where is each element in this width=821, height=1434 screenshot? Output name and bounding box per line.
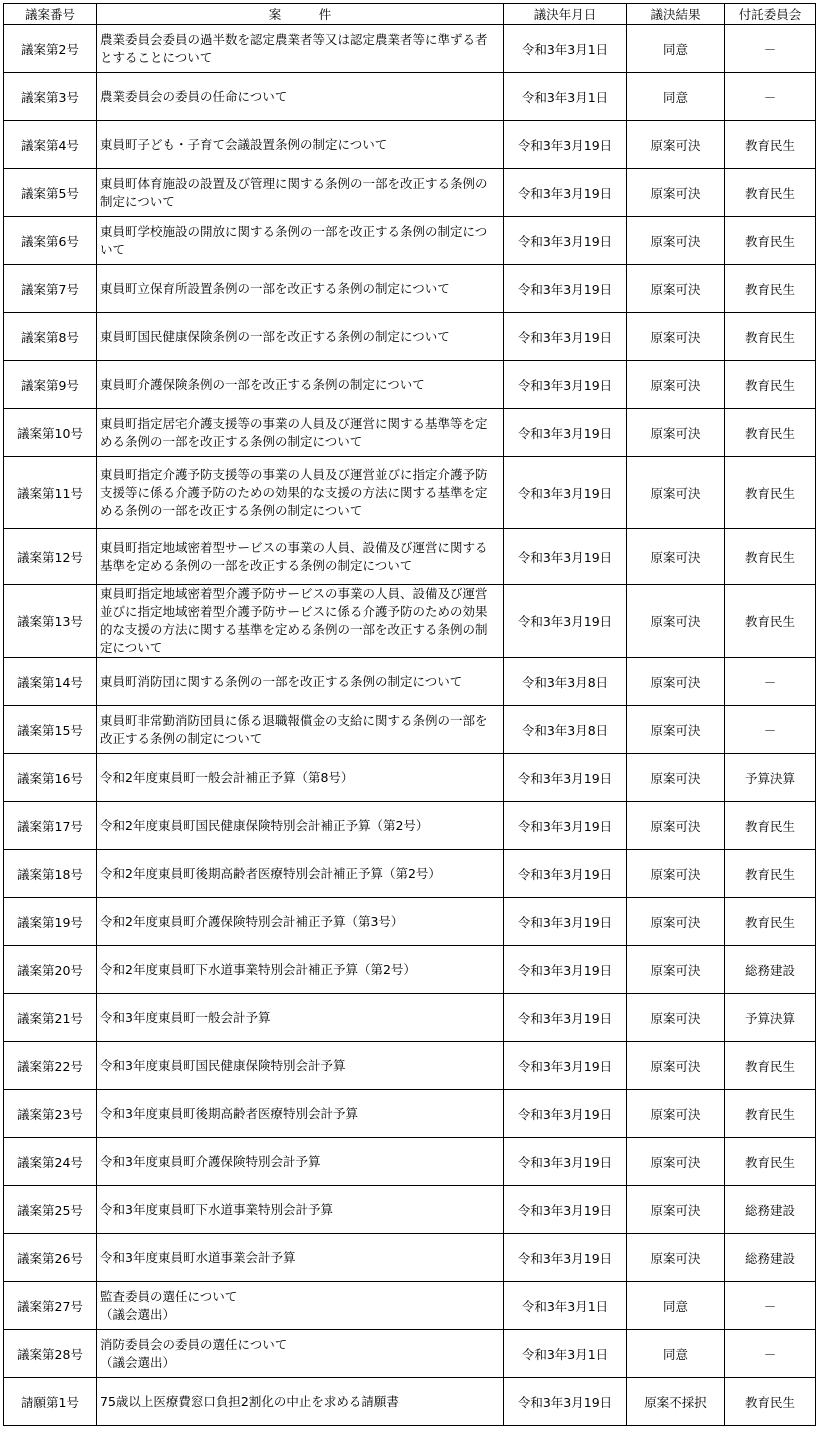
cell-result: 同意 xyxy=(627,25,725,73)
cell-title xyxy=(97,850,504,898)
cell-title-text: 東員町消防団に関する条例の一部を改正する条例の制定について xyxy=(100,673,463,689)
cell-number: 議案第7号 xyxy=(4,265,97,313)
cell-result: 原案可決 xyxy=(627,946,725,994)
cell-number: 議案第15号 xyxy=(4,706,97,754)
table-row xyxy=(4,313,816,361)
table-row xyxy=(4,1042,816,1090)
cell-committee: 教育民生 xyxy=(725,409,816,457)
header-date: 議決年月日 xyxy=(504,4,627,25)
table-row xyxy=(4,1234,816,1282)
cell-title-text: 令和3年度東員町後期高齢者医療特別会計予算 xyxy=(100,1105,358,1121)
cell-committee: 総務建設 xyxy=(725,1234,816,1282)
cell-title-text: 令和2年度東員町下水道事業特別会計補正予算（第2号） xyxy=(100,961,416,977)
cell-date: 令和3年3月8日 xyxy=(504,658,627,706)
cell-committee: 教育民生 xyxy=(725,585,816,658)
cell-title-text: 東員町介護保険条例の一部を改正する条例の制定について xyxy=(100,376,425,392)
cell-committee: 総務建設 xyxy=(725,1186,816,1234)
cell-number: 議案第10号 xyxy=(4,409,97,457)
cell-date: 令和3年3月19日 xyxy=(504,994,627,1042)
cell-title xyxy=(97,1042,504,1090)
cell-date: 令和3年3月19日 xyxy=(504,457,627,529)
cell-date: 令和3年3月1日 xyxy=(504,1330,627,1378)
cell-title-text: 令和3年度東員町国民健康保険特別会計予算 xyxy=(100,1057,346,1073)
cell-committee: 教育民生 xyxy=(725,529,816,585)
cell-result: 原案可決 xyxy=(627,658,725,706)
cell-committee: － xyxy=(725,1282,816,1330)
header-result: 議決結果 xyxy=(627,4,725,25)
cell-title xyxy=(97,265,504,313)
cell-date: 令和3年3月19日 xyxy=(504,946,627,994)
cell-result: 原案可決 xyxy=(627,1042,725,1090)
cell-title xyxy=(97,313,504,361)
cell-result: 原案可決 xyxy=(627,121,725,169)
cell-date: 令和3年3月19日 xyxy=(504,1042,627,1090)
table-row xyxy=(4,1378,816,1426)
cell-result: 同意 xyxy=(627,1330,725,1378)
cell-title-text: 東員町指定地域密着型介護予防サービスの事業の人員、設備及び運営並びに指定地域密着型介護予防サービスに係る介護予防のための効果的な支援の方法に関する基準を定める条例の一部を改正する条例の制定について xyxy=(100,586,488,655)
resolutions-table xyxy=(3,3,816,1426)
cell-result: 原案可決 xyxy=(627,1138,725,1186)
table-row xyxy=(4,802,816,850)
table-row xyxy=(4,946,816,994)
table-row xyxy=(4,25,816,73)
cell-number: 議案第18号 xyxy=(4,850,97,898)
cell-title xyxy=(97,658,504,706)
table-row xyxy=(4,1330,816,1378)
cell-title xyxy=(97,994,504,1042)
cell-committee: 教育民生 xyxy=(725,1042,816,1090)
table-row xyxy=(4,169,816,217)
cell-date: 令和3年3月19日 xyxy=(504,585,627,658)
cell-date: 令和3年3月19日 xyxy=(504,529,627,585)
cell-result: 原案可決 xyxy=(627,265,725,313)
cell-date: 令和3年3月19日 xyxy=(504,850,627,898)
cell-date: 令和3年3月19日 xyxy=(504,409,627,457)
cell-committee: 予算決算 xyxy=(725,754,816,802)
cell-committee: － xyxy=(725,1330,816,1378)
cell-title-subtext: （議会選出） xyxy=(100,1354,176,1370)
cell-number: 議案第11号 xyxy=(4,457,97,529)
cell-number: 議案第19号 xyxy=(4,898,97,946)
table-row xyxy=(4,994,816,1042)
cell-date: 令和3年3月19日 xyxy=(504,217,627,265)
table-row xyxy=(4,409,816,457)
cell-date: 令和3年3月19日 xyxy=(504,313,627,361)
cell-committee: 教育民生 xyxy=(725,313,816,361)
cell-date: 令和3年3月19日 xyxy=(504,1378,627,1426)
cell-result: 原案可決 xyxy=(627,706,725,754)
table-row xyxy=(4,1090,816,1138)
cell-date: 令和3年3月19日 xyxy=(504,898,627,946)
cell-committee: － xyxy=(725,25,816,73)
cell-date: 令和3年3月19日 xyxy=(504,754,627,802)
cell-title xyxy=(97,361,504,409)
table-row xyxy=(4,1138,816,1186)
cell-number: 議案第12号 xyxy=(4,529,97,585)
cell-title xyxy=(97,457,504,529)
cell-title-text: 令和2年度東員町一般会計補正予算（第8号） xyxy=(100,769,354,785)
cell-number: 議案第9号 xyxy=(4,361,97,409)
cell-date: 令和3年3月19日 xyxy=(504,121,627,169)
cell-number: 議案第23号 xyxy=(4,1090,97,1138)
cell-title-text: 東員町体育施設の設置及び管理に関する条例の一部を改正する条例の制定について xyxy=(100,175,488,209)
cell-title xyxy=(97,1330,504,1378)
cell-committee: 教育民生 xyxy=(725,850,816,898)
cell-committee: 教育民生 xyxy=(725,1090,816,1138)
cell-number: 議案第3号 xyxy=(4,73,97,121)
header-title: 案 件 xyxy=(97,4,504,25)
cell-number: 議案第16号 xyxy=(4,754,97,802)
cell-title xyxy=(97,898,504,946)
cell-committee: 教育民生 xyxy=(725,1378,816,1426)
cell-number: 議案第6号 xyxy=(4,217,97,265)
table-row xyxy=(4,529,816,585)
table-row xyxy=(4,1186,816,1234)
cell-result: 原案可決 xyxy=(627,585,725,658)
cell-number: 議案第17号 xyxy=(4,802,97,850)
cell-result: 原案可決 xyxy=(627,754,725,802)
cell-title xyxy=(97,25,504,73)
cell-title xyxy=(97,409,504,457)
cell-title xyxy=(97,529,504,585)
cell-title xyxy=(97,1282,504,1330)
cell-date: 令和3年3月19日 xyxy=(504,169,627,217)
cell-title-text: 東員町国民健康保険条例の一部を改正する条例の制定について xyxy=(100,328,450,344)
cell-title xyxy=(97,1138,504,1186)
cell-result: 原案可決 xyxy=(627,217,725,265)
cell-result: 原案可決 xyxy=(627,529,725,585)
table-row xyxy=(4,754,816,802)
cell-number: 議案第28号 xyxy=(4,1330,97,1378)
cell-title xyxy=(97,121,504,169)
cell-result: 同意 xyxy=(627,73,725,121)
cell-title-text: 令和2年度東員町後期高齢者医療特別会計補正予算（第2号） xyxy=(100,865,441,881)
cell-title xyxy=(97,73,504,121)
table-row xyxy=(4,706,816,754)
cell-result: 同意 xyxy=(627,1282,725,1330)
cell-number: 議案第8号 xyxy=(4,313,97,361)
cell-title-text: 75歳以上医療費窓口負担2割化の中止を求める請願書 xyxy=(100,1393,399,1409)
cell-title-text: 東員町子ども・子育て会議設置条例の制定について xyxy=(100,136,388,152)
cell-result: 原案可決 xyxy=(627,1234,725,1282)
cell-committee: 教育民生 xyxy=(725,265,816,313)
table-row xyxy=(4,457,816,529)
cell-committee: 予算決算 xyxy=(725,994,816,1042)
cell-committee: － xyxy=(725,658,816,706)
table-row xyxy=(4,121,816,169)
cell-number: 議案第27号 xyxy=(4,1282,97,1330)
cell-date: 令和3年3月8日 xyxy=(504,706,627,754)
cell-title xyxy=(97,1090,504,1138)
cell-committee: 教育民生 xyxy=(725,457,816,529)
cell-number: 請願第1号 xyxy=(4,1378,97,1426)
cell-title-text: 令和2年度東員町介護保険特別会計補正予算（第3号） xyxy=(100,913,404,929)
cell-number: 議案第5号 xyxy=(4,169,97,217)
cell-result: 原案可決 xyxy=(627,169,725,217)
cell-number: 議案第14号 xyxy=(4,658,97,706)
cell-number: 議案第4号 xyxy=(4,121,97,169)
header-committee: 付託委員会 xyxy=(725,4,816,25)
cell-number: 議案第20号 xyxy=(4,946,97,994)
cell-date: 令和3年3月19日 xyxy=(504,1234,627,1282)
cell-title-text: 東員町非常勤消防団員に係る退職報償金の支給に関する条例の一部を改正する条例の制定について xyxy=(100,712,488,746)
cell-title-text: 東員町指定居宅介護支援等の事業の人員及び運営に関する基準等を定める条例の一部を改正する条例の制定について xyxy=(100,415,488,449)
cell-date: 令和3年3月19日 xyxy=(504,1138,627,1186)
cell-result: 原案可決 xyxy=(627,802,725,850)
cell-committee: 教育民生 xyxy=(725,802,816,850)
table-row xyxy=(4,850,816,898)
cell-committee: 教育民生 xyxy=(725,169,816,217)
cell-title xyxy=(97,754,504,802)
cell-title xyxy=(97,1234,504,1282)
cell-title xyxy=(97,217,504,265)
cell-result: 原案可決 xyxy=(627,1090,725,1138)
cell-date: 令和3年3月19日 xyxy=(504,802,627,850)
cell-title xyxy=(97,169,504,217)
table-row xyxy=(4,898,816,946)
cell-date: 令和3年3月1日 xyxy=(504,73,627,121)
cell-number: 議案第2号 xyxy=(4,25,97,73)
cell-number: 議案第25号 xyxy=(4,1186,97,1234)
cell-title-text: 令和3年度東員町水道事業会計予算 xyxy=(100,1249,296,1265)
cell-result: 原案可決 xyxy=(627,850,725,898)
cell-result: 原案可決 xyxy=(627,409,725,457)
cell-title-text: 消防委員会の委員の選任について xyxy=(100,1336,288,1352)
cell-title xyxy=(97,1378,504,1426)
table-row xyxy=(4,658,816,706)
table-row xyxy=(4,265,816,313)
cell-result: 原案可決 xyxy=(627,457,725,529)
cell-date: 令和3年3月19日 xyxy=(504,1186,627,1234)
table-row xyxy=(4,585,816,658)
cell-title xyxy=(97,706,504,754)
resolutions-table-container xyxy=(3,3,816,1426)
cell-date: 令和3年3月1日 xyxy=(504,1282,627,1330)
cell-committee: 教育民生 xyxy=(725,361,816,409)
cell-result: 原案可決 xyxy=(627,1186,725,1234)
cell-title-text: 東員町指定介護予防支援等の事業の人員及び運営並びに指定介護予防支援等に係る介護予防のための効果的な支援の方法に関する基準を定める条例の一部を改正する条例の制定について xyxy=(100,466,488,518)
cell-number: 議案第26号 xyxy=(4,1234,97,1282)
cell-title-text: 監査委員の選任について xyxy=(100,1288,238,1304)
cell-result: 原案可決 xyxy=(627,313,725,361)
cell-number: 議案第21号 xyxy=(4,994,97,1042)
cell-committee: － xyxy=(725,73,816,121)
cell-date: 令和3年3月1日 xyxy=(504,25,627,73)
cell-committee: 総務建設 xyxy=(725,946,816,994)
cell-title-text: 令和2年度東員町国民健康保険特別会計補正予算（第2号） xyxy=(100,817,429,833)
cell-committee: 教育民生 xyxy=(725,1138,816,1186)
cell-date: 令和3年3月19日 xyxy=(504,1090,627,1138)
cell-title xyxy=(97,585,504,658)
cell-title-subtext: （議会選出） xyxy=(100,1306,176,1322)
cell-title-text: 東員町指定地域密着型サービスの事業の人員、設備及び運営に関する基準を定める条例の一部を改正する条例の制定について xyxy=(100,539,488,573)
cell-committee: － xyxy=(725,706,816,754)
cell-date: 令和3年3月19日 xyxy=(504,265,627,313)
cell-title-text: 令和3年度東員町一般会計予算 xyxy=(100,1009,271,1025)
table-row xyxy=(4,217,816,265)
cell-date: 令和3年3月19日 xyxy=(504,361,627,409)
cell-title xyxy=(97,1186,504,1234)
cell-title-text: 令和3年度東員町下水道事業特別会計予算 xyxy=(100,1201,333,1217)
cell-title-text: 農業委員会の委員の任命について xyxy=(100,88,288,104)
cell-committee: 教育民生 xyxy=(725,898,816,946)
header-row xyxy=(4,4,816,25)
cell-number: 議案第24号 xyxy=(4,1138,97,1186)
cell-result: 原案可決 xyxy=(627,361,725,409)
cell-title xyxy=(97,946,504,994)
cell-title-text: 農業委員会委員の過半数を認定農業者等又は認定農業者等に準ずる者とすることについて xyxy=(100,31,488,65)
cell-number: 議案第22号 xyxy=(4,1042,97,1090)
cell-title-text: 東員町立保育所設置条例の一部を改正する条例の制定について xyxy=(100,280,450,296)
cell-committee: 教育民生 xyxy=(725,121,816,169)
cell-result: 原案可決 xyxy=(627,994,725,1042)
cell-title-text: 東員町学校施設の開放に関する条例の一部を改正する条例の制定について xyxy=(100,223,488,257)
table-row xyxy=(4,361,816,409)
header-number: 議案番号 xyxy=(4,4,97,25)
cell-result: 原案可決 xyxy=(627,898,725,946)
table-row xyxy=(4,73,816,121)
cell-result: 原案不採択 xyxy=(627,1378,725,1426)
table-row xyxy=(4,1282,816,1330)
cell-title xyxy=(97,802,504,850)
cell-title-text: 令和3年度東員町介護保険特別会計予算 xyxy=(100,1153,321,1169)
cell-committee: 教育民生 xyxy=(725,217,816,265)
cell-number: 議案第13号 xyxy=(4,585,97,658)
